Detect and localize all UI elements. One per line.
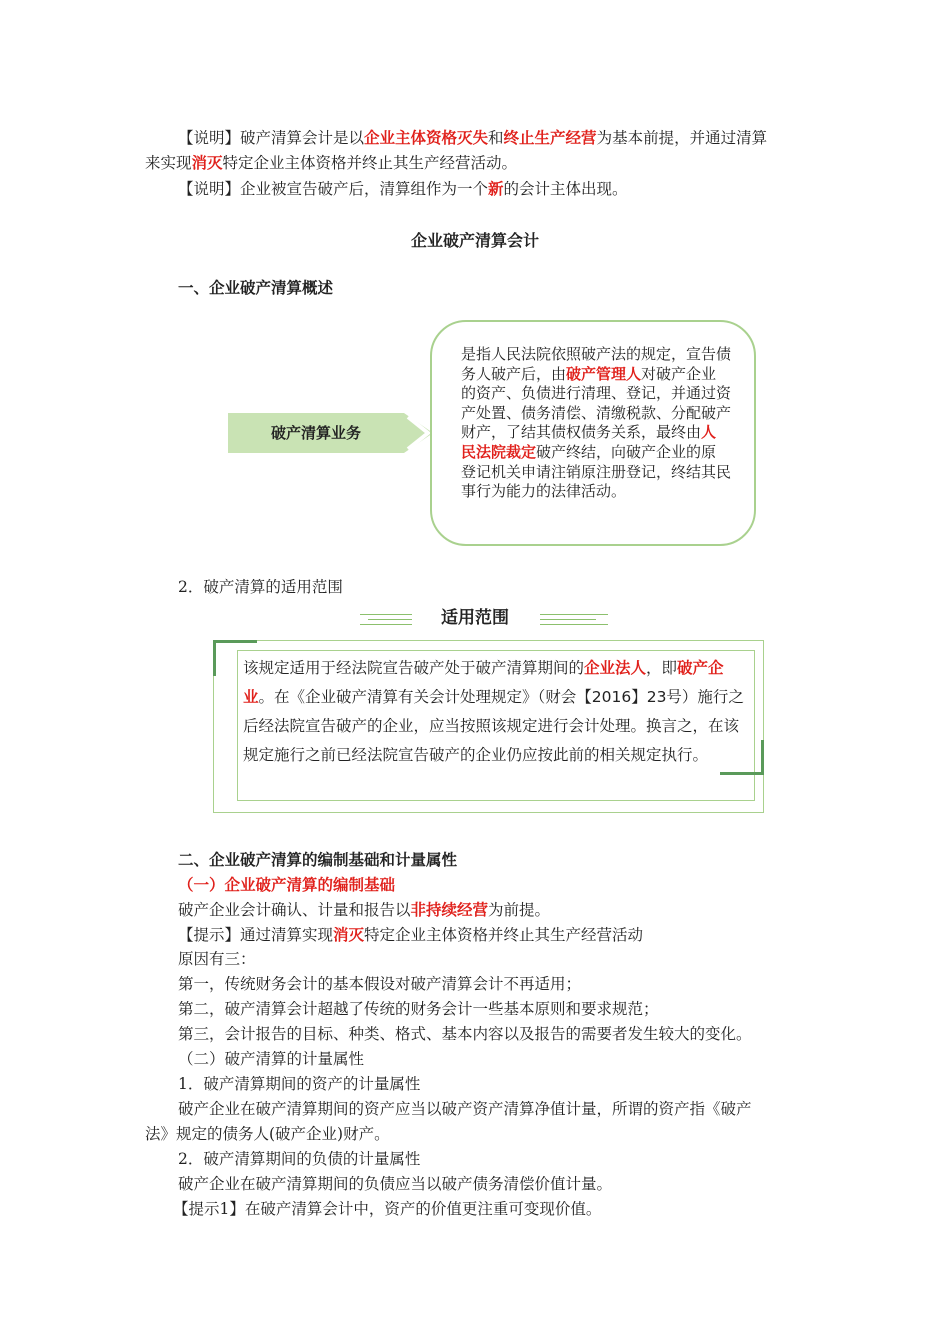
arrow-shape bbox=[228, 413, 404, 453]
paragraph: 第一，传统财务会计的基本假设对破产清算会计不再适用； bbox=[178, 975, 582, 993]
section-1-heading: 一、企业破产清算概述 bbox=[178, 279, 334, 297]
scope-text: 该规定适用于经法院宣告破产处于破产清算期间的企业法人，即破产企业。在《企业破产清算有关会计处理规定》（财会【2016】23号）施行之后经法院宣告破产的企业，应当按照该规定进行会计处理。换言之，在该规定施行之前已经法院宣告破产的企业仍应按此前的相关规定执行。 bbox=[243, 659, 744, 764]
definition-text: 是指人民法院依照破产法的规定，宣告债务人破产后，由破产管理人对破产企业的资产、负债进行清理、登记，并通过资产处置、债务清偿、清缴税款、分配破产财产，了结其债权债务关系，最终由人民法院裁定破产终结，向破产企业的原登记机关申请注销原注册登记，终结其民事行为能力的法律活动。 bbox=[461, 345, 732, 501]
paragraph: 破产企业在破产清算期间的资产应当以破产资产清算净值计量，所谓的资产指《破产 bbox=[178, 1100, 752, 1118]
highlight-term: 企业法人 bbox=[584, 659, 647, 677]
paragraph: 破产企业在破产清算期间的负债应当以破产债务清偿价值计量。 bbox=[178, 1175, 613, 1193]
paragraph: 破产企业会计确认、计量和报告以非持续经营为前提。 bbox=[178, 901, 551, 919]
decor-line bbox=[360, 624, 412, 625]
highlight-term: 破产管理人 bbox=[566, 364, 642, 383]
decor-line bbox=[360, 614, 412, 615]
highlight-term: 非持续经营 bbox=[410, 901, 489, 919]
corner-accent bbox=[761, 740, 764, 775]
highlight-term: 消灭 bbox=[191, 154, 223, 172]
arrow-label: 破产清算业务 bbox=[270, 424, 361, 442]
paragraph: 法》规定的债务人(破产企业)财产。 bbox=[145, 1125, 390, 1143]
section-2-heading: 二、企业破产清算的编制基础和计量属性 bbox=[178, 851, 458, 869]
highlight-term: 企业主体资格灭失 bbox=[364, 129, 489, 147]
highlight-term: 消灭 bbox=[333, 926, 365, 944]
tip-paragraph: 【提示1】在破产清算会计中，资产的价值更注重可变现价值。 bbox=[173, 1200, 602, 1218]
subsection-1-heading: （一）企业破产清算的编制基础 bbox=[178, 876, 396, 894]
intro-line-3: 【说明】企业被宣告破产后，清算组作为一个新的会计主体出现。 bbox=[178, 180, 628, 198]
corner-accent bbox=[720, 772, 764, 775]
highlight-term: 终止生产经营 bbox=[503, 129, 597, 147]
highlight-term: 破产企业 bbox=[243, 659, 724, 706]
decor-line bbox=[368, 619, 412, 620]
item-2-heading: 2．破产清算的适用范围 bbox=[178, 578, 343, 596]
paragraph: 第二，破产清算会计超越了传统的财务会计一些基本原则和要求规范； bbox=[178, 1000, 659, 1018]
scope-title: 适用范围 bbox=[441, 608, 509, 628]
tip-paragraph: 【提示】通过清算实现消灭特定企业主体资格并终止其生产经营活动 bbox=[178, 926, 644, 944]
intro-line-2: 来实现消灭特定企业主体资格并终止其生产经营活动。 bbox=[145, 154, 518, 172]
corner-accent bbox=[213, 640, 257, 643]
corner-accent bbox=[213, 640, 216, 676]
subsection-2-heading: （二）破产清算的计量属性 bbox=[178, 1050, 365, 1068]
paragraph: 原因有三： bbox=[178, 950, 256, 968]
decor-line bbox=[540, 619, 596, 620]
intro-line-1: 【说明】破产清算会计是以企业主体资格灭失和终止生产经营为基本前提，并通过清算 bbox=[178, 129, 768, 147]
paragraph: 1．破产清算期间的资产的计量属性 bbox=[178, 1075, 421, 1093]
highlight-term: 人民法院裁定 bbox=[461, 423, 717, 461]
decor-line bbox=[540, 624, 608, 625]
highlight-term: 新 bbox=[488, 180, 504, 198]
decor-line bbox=[540, 614, 608, 615]
paragraph: 2．破产清算期间的负债的计量属性 bbox=[178, 1150, 421, 1168]
paragraph: 第三，会计报告的目标、种类、格式、基本内容以及报告的需要者发生较大的变化。 bbox=[178, 1025, 752, 1043]
page-title: 企业破产清算会计 bbox=[410, 231, 539, 250]
